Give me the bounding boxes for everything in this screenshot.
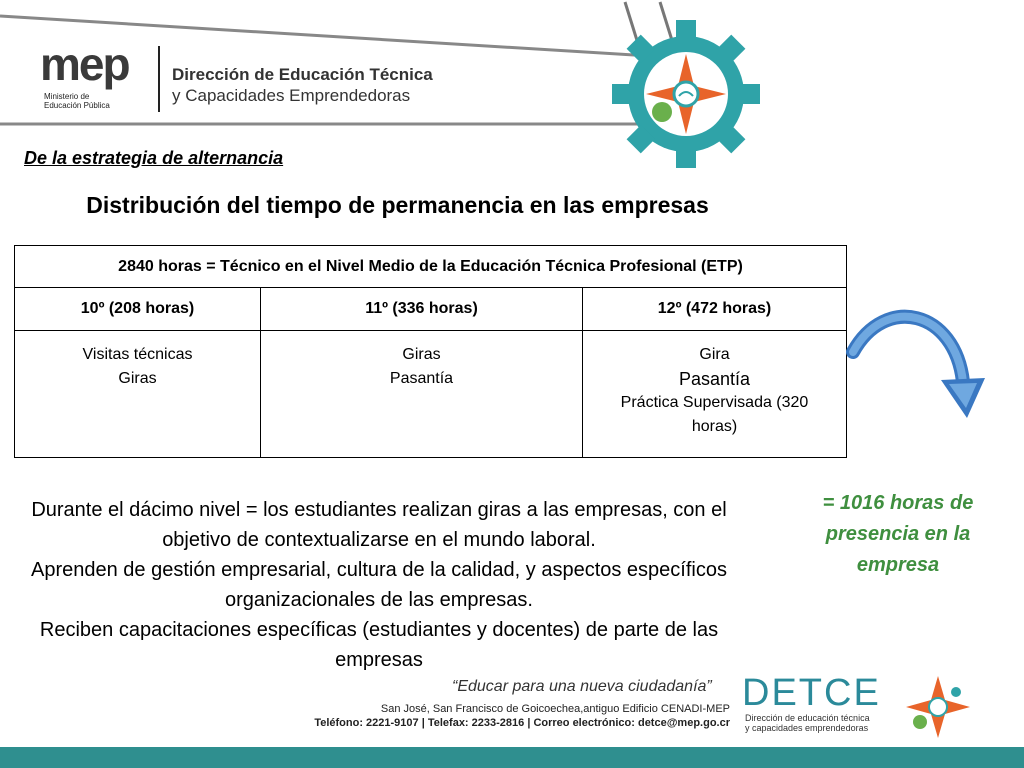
table-row [15, 331, 847, 458]
curved-arrow-icon [845, 300, 995, 425]
cell-item: Giras [402, 346, 441, 363]
detce-gear-emblem-icon [610, 18, 762, 170]
cell-item: Giras [118, 370, 157, 387]
cell-item: Pasantía [678, 369, 751, 389]
header-decoration [0, 0, 1024, 160]
mep-logo: mep [40, 38, 129, 90]
column-header: 12º (472 horas) [583, 288, 847, 331]
detce-emblem-icon [898, 672, 978, 742]
column-header: 11º (336 horas) [261, 288, 583, 331]
table-cell [261, 331, 583, 458]
org-title: Dirección de Educación Técnica y Capacidades Emprendedoras [172, 65, 433, 105]
cell-item: Práctica Supervisada (320 horas) [620, 394, 809, 435]
column-header: 10º (208 horas) [15, 288, 261, 331]
mep-logo-subtitle: Ministerio de Educación Pública [44, 92, 110, 110]
table-cell [15, 331, 261, 458]
cell-item: Gira [699, 346, 730, 363]
footer-motto: “Educar para una nueva ciudadanía” [452, 678, 712, 695]
table-header: 2840 horas = Técnico en el Nivel Medio de la Educación Técnica Profesional (ETP) [15, 246, 847, 288]
detce-logo: DETCE [742, 672, 881, 714]
page-title: Distribución del tiempo de permanencia en las empresas [86, 192, 709, 218]
footer-bar [0, 747, 1024, 768]
cell-item: Visitas técnicas [82, 346, 193, 363]
total-hours-result: = 1016 horas de presencia en la empresa [822, 492, 974, 576]
table-cell [583, 331, 847, 458]
cell-item: Pasantía [389, 370, 454, 387]
description-paragraph: Durante el dácimo nivel = los estudiantes realizan giras a las empresas, con el objetivo de contextualizarse en el mundo laboral. Aprenden de gestión empresarial, cultura de la calidad, y aspectos específicos organizacionales de las empresas. Reciben capacitaciones específicas (estudiantes y docentes) de parte de las empresas [31, 499, 727, 671]
section-subtitle: De la estrategia de alternancia [24, 148, 284, 168]
table-columns-row [15, 288, 847, 331]
table-header-row [15, 246, 847, 288]
footer-contact: San José, San Francisco de Goicoechea,antiguo Edificio CENADI-MEP Teléfono: 2221-9107 | Telefax: 2233-2816 | Correo electrónico: detce@mep.go.cr [314, 703, 730, 729]
logo-separator [158, 46, 160, 112]
hours-table [14, 245, 847, 458]
detce-logo-subtitle: Dirección de educación técnica y capacidades emprendedoras [745, 713, 870, 733]
